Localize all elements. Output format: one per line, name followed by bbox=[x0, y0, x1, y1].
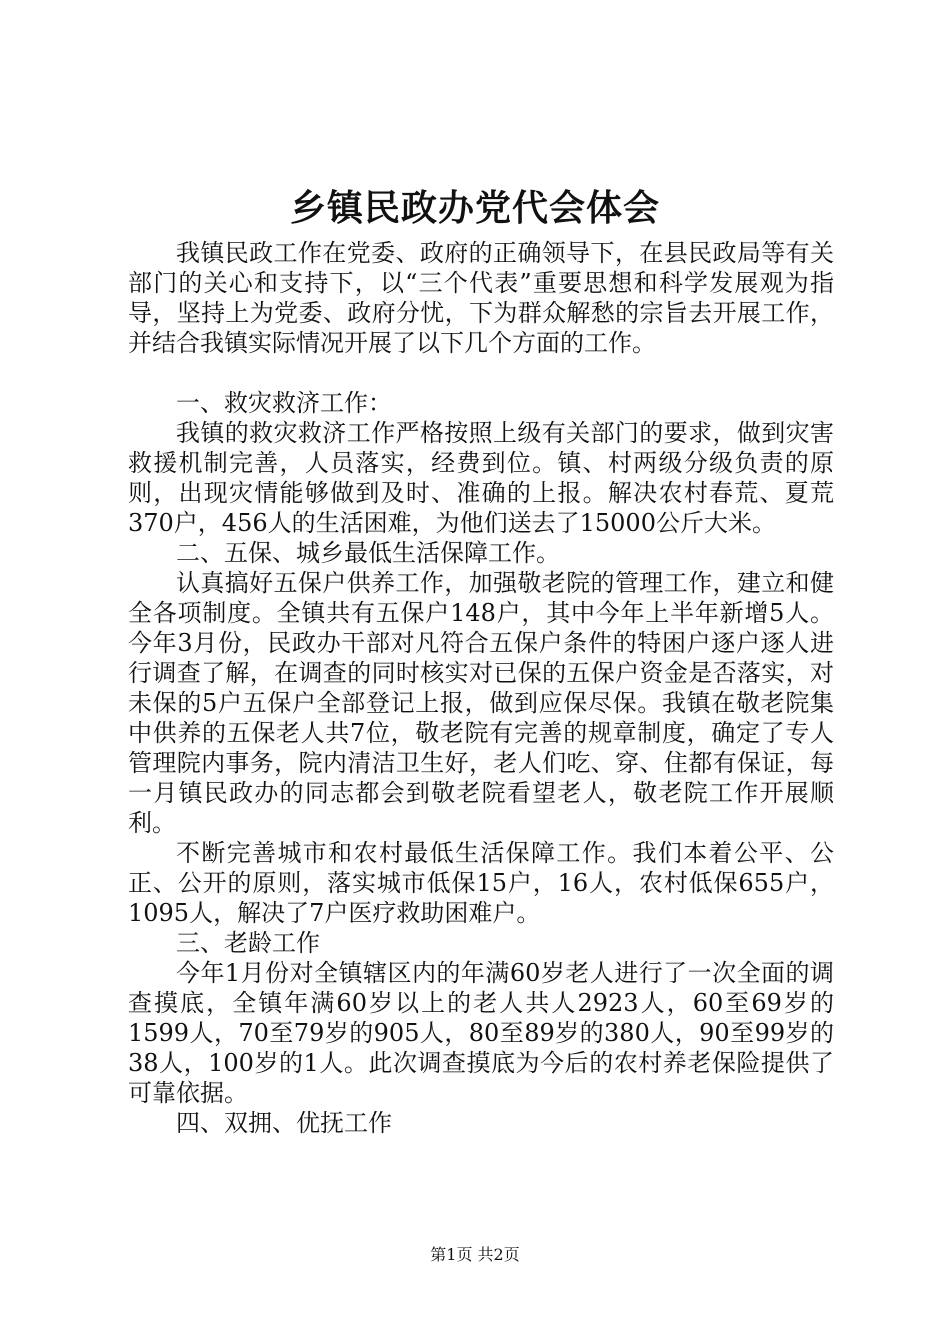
paragraph-disaster-relief: 我镇的救灾救济工作严格按照上级有关部门的要求，做到灾害救援机制完善，人员落实，经费到位。镇、村两级分级负责的原则，出现灾情能够做到及时、准确的上报。解决农村春荒、夏荒370户，456人的生活困难，为他们送去了15000公斤大米。 bbox=[128, 419, 834, 537]
section-heading-1: 一、救灾救济工作： bbox=[176, 389, 392, 417]
page-footer: 第1页 共2页 bbox=[430, 1245, 520, 1264]
section-heading-3: 三、老龄工作 bbox=[176, 929, 320, 957]
section-heading-4: 四、双拥、优抚工作 bbox=[176, 1109, 392, 1137]
paragraph-minimum-living: 不断完善城市和农村最低生活保障工作。我们本着公平、公正、公开的原则，落实城市低保15户，16人，农村低保655户，1095人，解决了7户医疗救助困难户。 bbox=[128, 839, 834, 927]
section-heading-2: 二、五保、城乡最低生活保障工作。 bbox=[176, 539, 560, 567]
paragraph-intro: 我镇民政工作在党委、政府的正确领导下，在县民政局等有关部门的关心和支持下，以“三个代表”重要思想和科学发展观为指导，坚持上为党委、政府分忧，下为群众解愁的宗旨去开展工作，并结合我镇实际情况开展了以下几个方面的工作。 bbox=[128, 239, 834, 357]
paragraph-elderly: 今年1月份对全镇辖区内的年满60岁老人进行了一次全面的调查摸底，全镇年满60岁以上的老人共人2923人，60至69岁的1599人，70至79岁的905人，80至89岁的380人，90至99岁的38人，100岁的1人。此次调查摸底为今后的农村养老保险提供了可靠依据。 bbox=[128, 959, 834, 1107]
document-title: 乡镇民政办党代会体会 bbox=[289, 187, 660, 229]
document-body bbox=[128, 238, 834, 1138]
paragraph-five-guarantees: 认真搞好五保户供养工作，加强敬老院的管理工作，建立和健全各项制度。全镇共有五保户148户，其中今年上半年新增5人。今年3月份，民政办干部对凡符合五保户条件的特困户逐户逐人进行调查了解，在调查的同时核实对已保的五保户资金是否落实，对未保的5户五保户全部登记上报，做到应保尽保。我镇在敬老院集中供养的五保老人共7位，敬老院有完善的规章制度，确定了专人管理院内事务，院内清洁卫生好，老人们吃、穿、住都有保证，每一月镇民政办的同志都会到敬老院看望老人，敬老院工作开展顺利。 bbox=[128, 569, 834, 837]
